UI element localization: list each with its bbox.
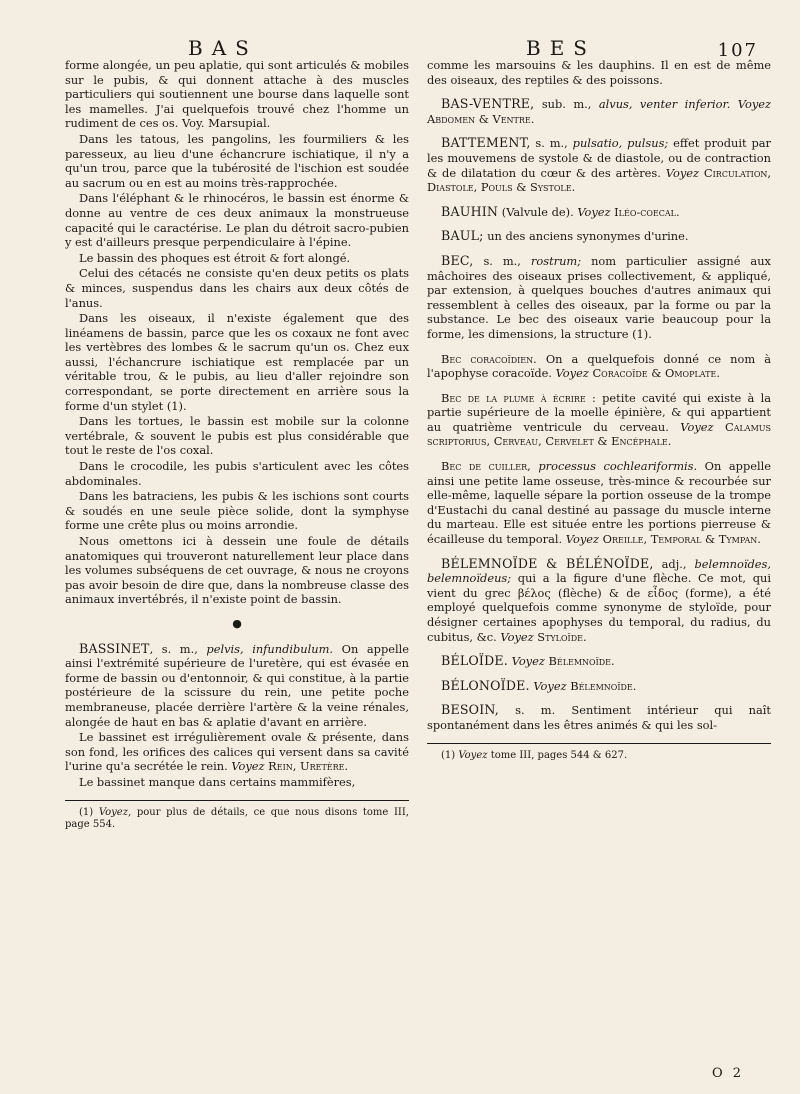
cross-reference: Calamus scriptorius, Cerveau, Cervelet & Encéphale.: [427, 419, 771, 449]
entry-bassinet-cont: [65, 730, 409, 774]
footnote: [65, 807, 409, 832]
grammar: sub. m.,: [541, 97, 592, 112]
see-label: Voyez: [737, 97, 771, 112]
cross-reference: Bélemnoïde.: [570, 678, 637, 693]
footnote-mark: (1): [79, 806, 94, 818]
entry-bec-de-cuiller: [427, 459, 771, 547]
latin-term: belemnoïdes, belemnoïdeus;: [427, 556, 771, 586]
headword: Bec coracoïdien.: [441, 351, 537, 366]
definition: petite cavité qui existe à la partie supérieure de la moelle épinière, & qui appartient au quatrième ventricule du cerveau.: [427, 390, 771, 434]
see-label: Voyez: [533, 678, 567, 693]
cross-reference: Rein, Uretère.: [268, 759, 349, 774]
header-left-word: BAS: [188, 36, 258, 60]
footnote-mark: (1): [441, 749, 456, 761]
headword: BATTEMENT,: [441, 135, 531, 151]
see-label: Voyez: [555, 366, 589, 381]
definition: effet produit par les mouvemens de systole & de diastole, ou de contraction & de dilatation du cœur & des artères.: [427, 136, 772, 180]
grammar: s. m.,: [535, 136, 568, 151]
cross-reference: Iléo-coecal.: [614, 204, 680, 219]
latin-term: alvus, venter inferior.: [598, 97, 731, 112]
cross-reference: Coracoïde & Omoplate.: [592, 366, 720, 381]
paragraph: Dans les oiseaux, il n'existe également que des linéamens de bassin, parce que les os coxaux ne font avec les vertèbres des lombes & le sacrum qu'un os. Chez eux aussi, l'échancrure ischiatique est remplacée par un véritable trou, & le pubis, au lieu d'aller rejoindre son correspondant, se porte directement en arrière sous la forme d'un stylet (1).: [65, 311, 409, 413]
see-label: Voyez: [458, 749, 488, 761]
entry-beloide: [427, 654, 771, 669]
definition: On appelle ainsi l'extrémité supérieure de l'uretère, qui est évasée en forme de bassin ou d'entonnoir, & qui constitue, à la partie postérieure de la scissure du rein, une petite poche membraneuse, placée derrière l'artère & la veine rénales, alongée de haut en bas & aplatie d'avant en arrière.: [65, 641, 410, 729]
definition: nom particulier assigné aux mâchoires des oiseaux prises collectivement, & appliqué, par extension, à quelques bouches d'autres animaux qui ressemblent à celles des oiseaux, par la forme ou par la substance. Le bec des oiseaux varie beaucoup pour la forme, les dimensions, la structure (1).: [427, 253, 771, 341]
headword: BÉLOÏDE.: [441, 653, 509, 669]
grammar: (Valvule de).: [501, 204, 574, 219]
cross-reference: Oreille, Temporal & Tympan.: [602, 532, 761, 547]
paragraph: Nous omettons ici à dessein une foule de détails anatomiques qui trouveront naturellement leur place dans les volumes subséquens de cet ouvrage, & nous ne croyons pas avoir besoin de dire que, dans la nombreuse classe des animaux invertébrés, il n'existe point de bassin.: [65, 534, 409, 607]
footnote-text: tome III, pages 544 & 627.: [490, 749, 628, 761]
paragraph: Dans le crocodile, les pubis s'articulent avec les côtes abdominales.: [65, 459, 409, 488]
headword: BAUHIN: [441, 203, 499, 219]
entry-baul: [427, 229, 771, 244]
cross-reference: Styloïde.: [537, 629, 587, 644]
entry-belemnoide: [427, 557, 771, 645]
footnote-text: pour plus de détails, ce que nous disons tome III, page 554.: [65, 806, 409, 830]
paragraph: forme alongée, un peu aplatie, qui sont articulés & mobiles sur le pubis, & qui donnent attache à des muscles particuliers qui soutiennent une bourse dans laquelle sont les mamelles. J'ai quelquefois trouvé chez l'homme un rudiment de ces os. Voy. Marsupial.: [65, 58, 409, 131]
headword: BEC,: [441, 252, 474, 268]
entry-bassinet: BASSINET, s. m., pelvis, infundibulum. On appelle ainsi l'extrémité supérieure de l'uretère, qui est évasée en forme de bassin ou d'entonnoir, & qui constitue, à la partie postérieure de la scissure du rein, une petite poche membraneuse, placée derrière l'artère & la veine rénales, alongée de haut en bas & aplatie d'avant en arrière.: [65, 640, 410, 729]
latin-term: processus cochleariformis.: [538, 459, 698, 474]
see-label: Voyez,: [98, 806, 132, 818]
page-number: 107: [717, 40, 758, 61]
definition: On appelle ainsi une petite lame osseuse, très-mince & recourbée sur elle-même, laquelle sépare la portion osseuse de la trompe d'Eustachi du canal destiné au passage du muscle interne du marteau. Elle est située entre les portions pierreuse & écailleuse du temporal.: [427, 459, 772, 547]
cross-reference: Circulation, Diastole, Pouls & Systole.: [427, 165, 772, 195]
headword: BAS-VENTRE,: [441, 96, 535, 112]
footnote-rule: [65, 800, 409, 801]
grammar: s. m.: [515, 703, 556, 718]
grammar: s. m.,: [483, 253, 521, 268]
footnote-rule: [427, 743, 771, 744]
paragraph: Le bassin des phoques est étroit & fort alongé.: [79, 250, 351, 265]
see-label: Voyez: [500, 629, 534, 644]
grammar: adj.,: [661, 556, 687, 571]
entry-belonoide: [427, 679, 771, 694]
headword: BESOIN,: [441, 702, 499, 718]
paragraph: Celui des cétacés ne consiste qu'en deux petits os plats & minces, suspendus dans les chairs aux deux côtés de l'anus.: [65, 266, 409, 310]
paragraph: comme les marsouins & les dauphins. Il en est de même des oiseaux, des reptiles & des poissons.: [427, 58, 771, 87]
latin-term: pulsatio, pulsus;: [572, 136, 669, 151]
entry-battement: [427, 136, 771, 194]
headword: Bec de la plume à écrire :: [441, 390, 596, 405]
paragraph: Dans les tortues, le bassin est mobile sur la colonne vertébrale, & souvent le pubis est plus considérable que tout le reste de l'os coxal.: [65, 414, 409, 458]
entry-bauhin: [427, 205, 771, 220]
paragraph: Dans les tatous, les pangolins, les fourmiliers & les paresseux, au lieu d'une échancrure ischiatique, il n'y a qu'un trou, parce que la tubérosité de l'ischion est soudée au sacrum ou en est au moins très-rapprochée.: [65, 131, 409, 190]
see-label: Voyez: [577, 204, 611, 219]
see-label: Voyez: [565, 532, 599, 547]
cross-reference: Abdomen & Ventre.: [427, 111, 535, 126]
entry-bec: [427, 254, 771, 342]
headword: BÉLONOÏDE.: [441, 677, 530, 693]
see-label: Voyez: [511, 654, 545, 669]
section-ornament: ●: [232, 616, 242, 630]
left-column: [65, 58, 409, 833]
paragraph: Le bassinet manque dans certains mammifères,: [79, 774, 356, 789]
right-column: [427, 58, 771, 763]
headword: Bec de cuiller,: [441, 459, 531, 474]
latin-term: rostrum;: [530, 253, 582, 268]
definition: Le bassinet est irrégulièrement ovale & présente, dans son fond, les orifices des calices qui versent dans sa cavité l'urine qu'a secrétée le rein.: [65, 730, 409, 774]
footnote: [427, 750, 771, 763]
headword: BASSINET: [79, 640, 150, 656]
see-label: Voyez: [231, 759, 265, 774]
cross-reference: Bélemnoïde.: [548, 654, 615, 669]
entry-bas-ventre: [427, 97, 771, 126]
entry-bec-coracoidien: [427, 352, 771, 381]
headword: BÉLEMNOÏDE & BÉLÉNOÏDE,: [441, 555, 654, 571]
definition: un des anciens synonymes d'urine.: [487, 229, 689, 244]
entry-bec-de-la-plume: [427, 391, 771, 449]
see-label: Voyez: [665, 165, 700, 180]
printer-signature-mark: O 2: [712, 1066, 745, 1081]
latin-term: pelvis, infundibulum.: [206, 641, 334, 656]
see-label: Voyez: [680, 419, 714, 434]
paragraph: Dans les batraciens, les pubis & les ischions sont courts & soudés en une seule pièce solide, dont la symphyse forme une crête plus ou moins arrondie.: [65, 489, 409, 533]
entry-besoin: [427, 703, 771, 732]
header-right-word: BES: [526, 36, 596, 60]
paragraph: Dans l'éléphant & le rhinocéros, le bassin est énorme & donne au ventre de ces deux animaux la monstrueuse capacité qui le caractérise. Le plan du détroit sacro-pubien y est d'ailleurs presque perpendiculaire à l'épine.: [65, 191, 409, 250]
definition: On a quelquefois donné ce nom à l'apophyse coracoïde.: [427, 351, 772, 381]
grammar: s. m.,: [161, 641, 198, 656]
definition: Sentiment intérieur qui naît spontanément dans les êtres animés & qui les sol-: [427, 703, 771, 732]
headword: BAUL;: [441, 228, 484, 244]
definition: qui a la figure d'une flèche. Ce mot, qui vient du grec βέλος (flèche) & de εἶδος (forme), a été employé quelquefois comme synonyme de styloïde, pour désigner certaines apophyses du temporal, du radius, du cubitus, &c.: [427, 571, 771, 644]
